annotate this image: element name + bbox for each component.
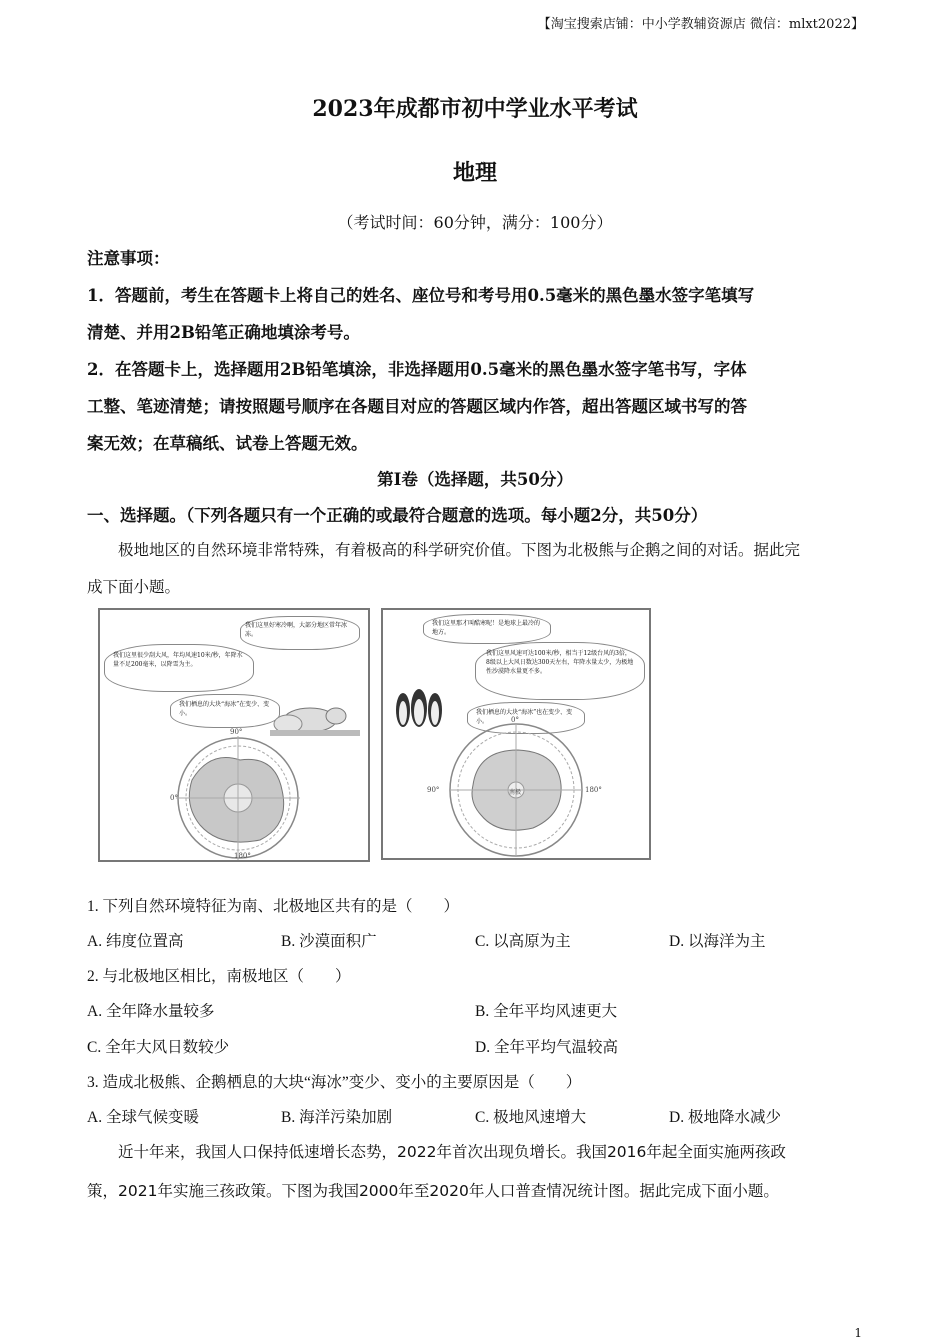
notes-heading: 注意事项： xyxy=(87,249,170,268)
q2-option-b: B. 全年平均风速更大 xyxy=(475,1003,618,1020)
bubble-antarctic-3: 我们栖息的大块“海冰”也在变少、变小。 xyxy=(467,702,585,734)
q2-option-d: D. 全年平均气温较高 xyxy=(475,1039,618,1056)
intro-2-line-2: 策，2021年实施三孩政策。下图为我国2000年至2020年人口普查情况统计图。据此完成下面小题。 xyxy=(87,1182,779,1200)
exam-info: （考试时间：60分钟，满分：100分） xyxy=(337,213,613,232)
arctic-illustration xyxy=(100,610,368,860)
antarctic-map-label-right: 180° xyxy=(585,786,602,794)
q3-option-b: B. 海洋污染加剧 xyxy=(281,1109,393,1126)
bubble-arctic-2: 我们这里很少刮大风，年均风速10米/秒，年降水量不足200毫米，以降雪为主。 xyxy=(104,644,254,692)
q1-option-a: A. 纬度位置高 xyxy=(87,933,184,950)
question-3-stem: 3. 造成北极熊、企鹅栖息的大块“海冰”变少、变小的主要原因是（ ） xyxy=(87,1074,582,1091)
arctic-map-label-left: 0° xyxy=(170,794,178,802)
exam-title: 2023年成都市初中学业水平考试 xyxy=(312,96,638,122)
note-2-line-2: 工整、笔迹清楚；请按照题号顺序在各题目对应的答题区域内作答，超出答题区域书写的答 xyxy=(87,397,747,416)
note-1-line-1: 1．答题前，考生在答题卡上将自己的姓名、座位号和考号用0.5毫米的黑色墨水签字笔填写 xyxy=(87,286,755,305)
antarctic-map-label-center: 南极 xyxy=(509,789,522,796)
intro-1-line-1: 极地地区的自然环境非常特殊，有着极高的科学研究价值。下图为北极熊与企鹅之间的对话。据此完 xyxy=(118,541,801,559)
intro-2-line-1: 近十年来，我国人口保持低速增长态势，2022年首次出现负增长。我国2016年起全面实施两孩政 xyxy=(118,1143,786,1161)
subject-title: 地理 xyxy=(452,160,497,186)
q3-option-c: C. 极地风速增大 xyxy=(475,1109,587,1126)
page-number: 1 xyxy=(854,1326,862,1340)
q3-option-a: A. 全球气候变暖 xyxy=(87,1109,199,1126)
bubble-arctic-1: 我们这里好寒冷啊，大部分地区常年冰冻。 xyxy=(240,616,360,650)
q1-option-b: B. 沙漠面积广 xyxy=(281,933,377,950)
volume-title: 第Ⅰ卷（选择题，共50分） xyxy=(377,470,573,489)
antarctic-illustration xyxy=(383,610,649,858)
q2-option-c: C. 全年大风日数较少 xyxy=(87,1039,230,1056)
question-1-stem: 1. 下列自然环境特征为南、北极地区共有的是（ ） xyxy=(87,898,460,915)
note-1-line-2: 清楚、并用2B铅笔正确地填涂考号。 xyxy=(87,323,360,342)
q3-option-d: D. 极地降水减少 xyxy=(669,1109,781,1126)
arctic-map-label-bottom: 180° xyxy=(234,852,251,860)
arctic-map-icon xyxy=(176,736,300,860)
antarctic-map-label-left: 90° xyxy=(427,786,440,794)
polar-bear-icon xyxy=(270,708,360,736)
section-title: 一、选择题。（下列各题只有一个正确的或最符合题意的选项。每小题2分，共50分） xyxy=(87,506,708,525)
note-2-line-3: 案无效；在草稿纸、试卷上答题无效。 xyxy=(87,434,368,453)
antarctic-panel xyxy=(381,608,651,860)
penguin-icon xyxy=(396,689,442,727)
note-2-line-1: 2．在答题卡上，选择题用2B铅笔填涂，非选择题用0.5毫米的黑色墨水签字笔书写，字体 xyxy=(87,360,747,379)
bubble-arctic-3: 我们栖息的大块“海冰”在变少、变小。 xyxy=(170,694,280,728)
antarctic-map-label-top: 0° xyxy=(511,716,519,724)
arctic-panel xyxy=(98,608,370,862)
q2-option-a: A. 全年降水量较多 xyxy=(87,1003,215,1020)
intro-1-line-2: 成下面小题。 xyxy=(87,578,181,596)
q1-option-d: D. 以海洋为主 xyxy=(669,933,766,950)
bubble-antarctic-1: 我们这里那才叫酷寒呢！是地球上最冷的地方。 xyxy=(423,614,551,644)
header-note: 【淘宝搜索店铺：中小学教辅资源店 微信：mlxt2022】 xyxy=(537,17,864,32)
arctic-map-label-top: 90° xyxy=(230,728,243,736)
question-2-stem: 2. 与北极地区相比，南极地区（ ） xyxy=(87,968,351,985)
q1-option-c: C. 以高原为主 xyxy=(475,933,571,950)
bubble-antarctic-2: 我们这里风速可达100米/秒，相当于12级台风的3倍，8级以上大风日数达300天左右，年降水量太少，为极地性沙漠降水量更不多。 xyxy=(475,642,645,700)
